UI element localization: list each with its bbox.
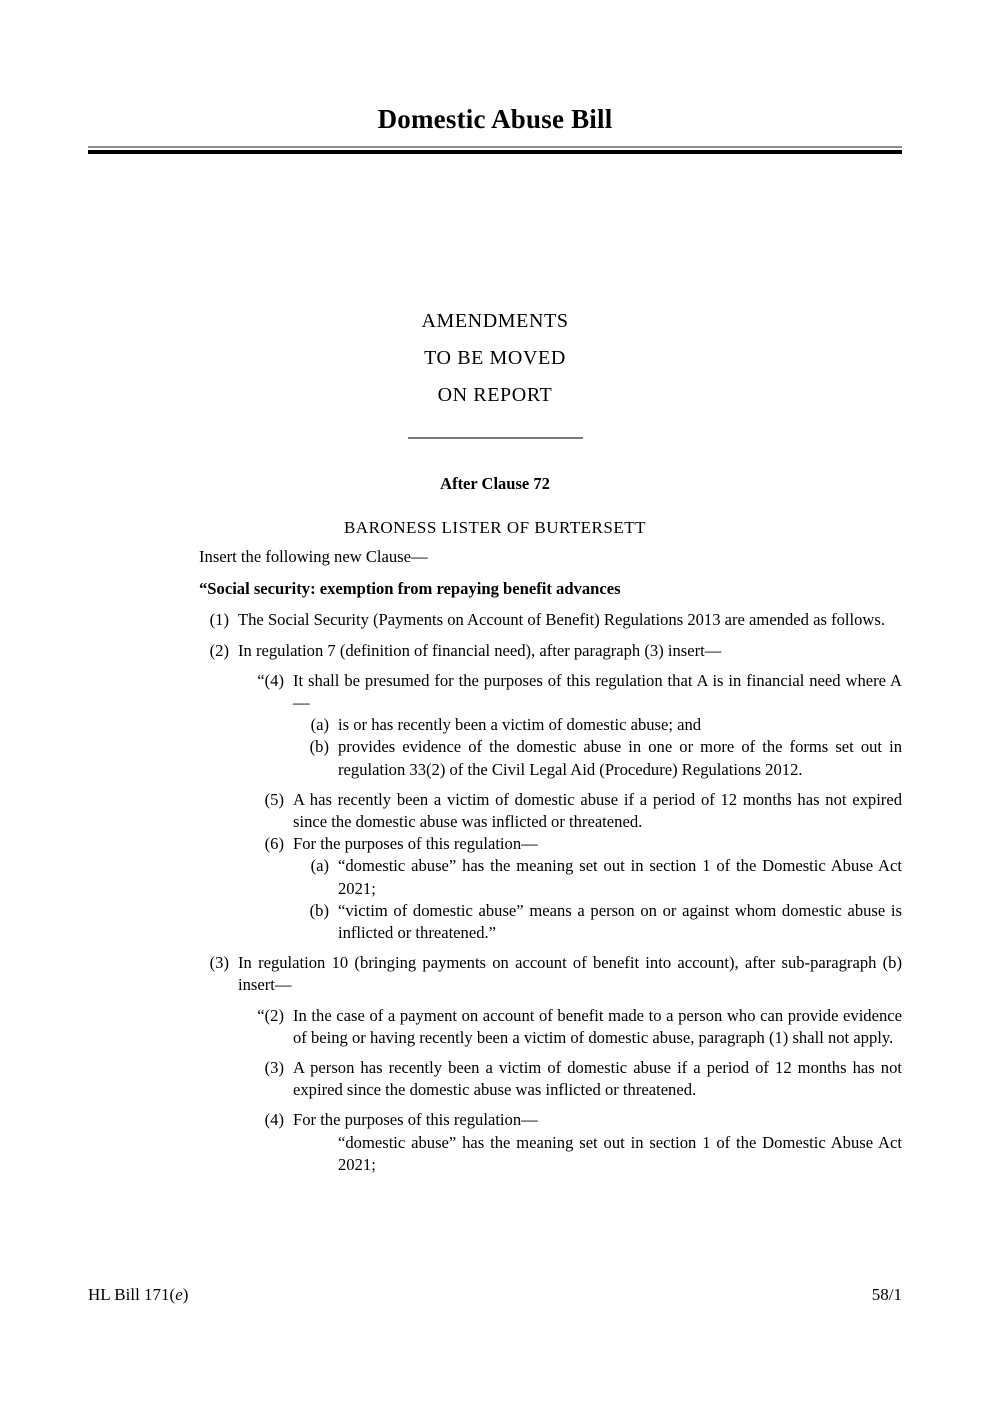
inserted2-paragraph-4	[248, 1109, 902, 1131]
clause-heading: After Clause 72	[440, 474, 550, 493]
bill-number-suffix: )	[182, 1285, 189, 1304]
inserted2-definition-text: “domestic abuse” has the meaning set out in section 1 of the Domestic Abuse Act 2021;	[338, 1132, 902, 1174]
inserted-paragraph-6a-label: (a)	[310, 856, 329, 876]
inserted-paragraph-6-label: (6)	[264, 834, 284, 854]
bill-number-italic: e	[175, 1285, 183, 1304]
amendment-body	[199, 546, 902, 1184]
inserted2-paragraph-2-label: “(2)	[257, 1005, 284, 1025]
bill-number-prefix: HL Bill 171(	[88, 1285, 176, 1304]
paragraph-1-text: The Social Security (Payments on Account of Benefit) Regulations 2013 are amended as follows.	[238, 610, 886, 630]
new-clause-title: “Social security: exemption from repaying benefit advances	[199, 579, 621, 599]
inserted-paragraph-4a-text: is or has recently been a victim of domestic abuse; and	[338, 715, 702, 735]
inserted2-paragraph-2-text: In the case of a payment on account of benefit made to a person who can provide evidence of being or having recently been a victim of domestic abuse, paragraph (1) shall not apply.	[293, 1005, 902, 1047]
paragraph-1	[199, 609, 902, 631]
inserted-paragraph-5	[248, 789, 902, 833]
paragraph-1-label: (1)	[209, 610, 229, 630]
bill-title: Domestic Abuse Bill	[377, 104, 613, 134]
inserted-paragraph-4a-label: (a)	[310, 715, 329, 735]
inserted-paragraph-6b-label: (b)	[309, 900, 329, 920]
inserted-paragraph-4b-label: (b)	[309, 737, 329, 757]
inserted-paragraph-6b	[299, 900, 902, 944]
inserted-paragraph-6a-text: “domestic abuse” has the meaning set out in section 1 of the Domestic Abuse Act 2021;	[338, 856, 902, 898]
amendment-sponsor: BARONESS LISTER OF BURTERSETT	[343, 518, 647, 537]
inserted-paragraph-4b-text: provides evidence of the domestic abuse in one or more of the forms set out in regulation 33(2) of the Civil Legal Aid (Procedure) Regulations 2012.	[338, 737, 902, 779]
inserted-paragraph-5-text: A has recently been a victim of domestic abuse if a period of 12 months has not expired since the domestic abuse was inflicted or threatened.	[293, 789, 902, 832]
paragraph-2	[199, 640, 902, 662]
paragraph-3	[199, 952, 902, 996]
paragraph-3-text: In regulation 10 (bringing payments on account of benefit into account), after sub-paragraph (b) insert—	[238, 953, 902, 995]
masthead-rule-thick	[88, 150, 902, 154]
inserted2-paragraph-4-label: (4)	[264, 1110, 284, 1130]
inserted-paragraph-4a	[299, 714, 902, 736]
paragraph-3-label: (3)	[209, 953, 229, 973]
inserted-paragraph-4	[248, 670, 902, 714]
inserted-paragraph-4-label: “(4)	[257, 670, 284, 690]
section-divider-rule	[408, 437, 583, 439]
page-footer	[88, 1285, 902, 1305]
amendments-line-2: TO BE MOVED	[424, 347, 566, 369]
inserted2-paragraph-4-text: For the purposes of this regulation—	[293, 1110, 538, 1130]
masthead-double-rule	[88, 146, 902, 154]
inserted2-paragraph-2	[248, 1005, 902, 1049]
inserted-paragraph-5-label: (5)	[264, 789, 284, 809]
inserted-paragraph-6	[248, 833, 902, 855]
inserted2-paragraph-3	[248, 1057, 902, 1101]
masthead	[88, 104, 902, 154]
inserted2-paragraph-3-text: A person has recently been a victim of domestic abuse if a period of 12 months has not expired since the domestic abuse was inflicted or threatened.	[293, 1058, 902, 1100]
page-number: 58/1	[871, 1285, 902, 1304]
amendments-line-3: ON REPORT	[437, 384, 553, 406]
inserted2-paragraph-3-label: (3)	[264, 1058, 284, 1078]
insert-instruction: Insert the following new Clause—	[199, 547, 428, 566]
bill-number	[88, 1285, 188, 1305]
paragraph-2-text: In regulation 7 (definition of financial need), after paragraph (3) insert—	[238, 640, 722, 660]
inserted-paragraph-4b	[299, 736, 902, 780]
inserted-paragraph-6-text: For the purposes of this regulation—	[293, 834, 538, 854]
inserted-paragraph-4-text: It shall be presumed for the purposes of this regulation that A is in financial need where A—	[293, 670, 902, 713]
inserted2-definition	[338, 1132, 902, 1176]
amendments-line-1: AMENDMENTS	[421, 310, 569, 332]
paragraph-2-label: (2)	[209, 640, 229, 660]
amendments-header	[88, 303, 902, 439]
inserted-paragraph-6a	[299, 855, 902, 899]
inserted-paragraph-6b-text: “victim of domestic abuse” means a person on or against whom domestic abuse is inflicted or threatened.”	[338, 900, 902, 943]
